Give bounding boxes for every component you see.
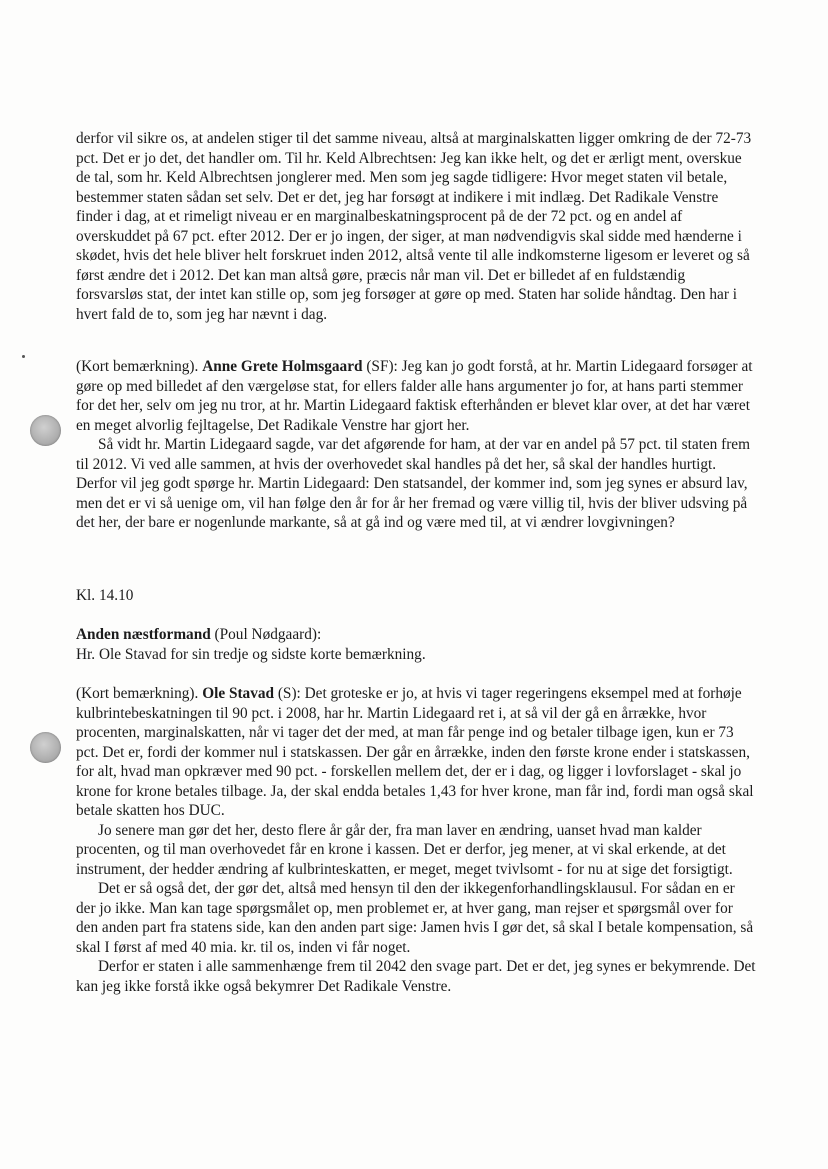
paragraph: Så vidt hr. Martin Lidegaard sagde, var det afgørende for ham, at der var en andel på 57 pct. til staten frem til 2012. Vi ved alle sammen, at hvis der overhovedet skal handles på det her, så skal der handles hurtigt. Derfor vil jeg godt spørge hr. Martin Lidegaard: Den statsandel, der kommer ind, som jeg synes er absurd lav, men det er vi så uenige om, vil han følge den år for år her fremad og være villig til, hvis der bliver udsving på det her, der bare er nogenlunde markante, så at gå ind og være med til, at vi ændrer lovgivningen? — [76, 436, 750, 531]
paragraph: Det er så også det, der gør det, altså med hensyn til den der ikkegenforhandlingsklausul. For sådan en er der jo ikke. Man kan tage spørgsmålet op, men problemet er, at hver gang, man rejser et spørgsmål over for den anden part fra statens side, kan den anden part sige: Jamen hvis I gør det, så skal I betale kompensation, så skal I først af med 40 mia. kr. til os, inden vi får noget. — [76, 880, 754, 956]
paragraph: Det groteske er jo, at hvis vi tager regeringens eksempel med at forhøje kulbrintebeskatningen til 90 pct. i 2008, har hr. Martin Lidegaard ret i, at så vil der gå en årrække, hvor procenten, marginalskatten, når vi tager det der med, at man får penge ind og betaler tilbage igen, kun er 73 pct. Det er, fordi der kommer nul i statskassen. Der går en årrække, inden den første krone ender i statskassen, for alt, hvad man opkræver med 90 pct. - forskellen mellem det, der er i dag, og ligger i lovforslaget - skal jo krone for krone betales tilbage. Ja, der skal endda betales 1,43 for hver krone, man får ind, fordi man også skal betale skatten hos DUC. — [76, 685, 754, 819]
time-stamp: Kl. 14.10 — [76, 587, 134, 604]
speaker-line — [76, 684, 756, 821]
scan-speck — [22, 355, 25, 358]
speaker-name: Anne Grete Holmsgaard — [202, 358, 363, 375]
chair-name: (Poul Nødgaard): — [210, 626, 322, 643]
paragraph: Jeg kan jo godt forstå, at hr. Martin Lidegaard forsøger at gøre op med billedet af den værgeløse stat, for ellers falder alle hans argumenter jo for, at hans parti stemmer for det her, selv om jeg nu tror, at hr. Martin Lidegaard faktisk efterhånden er blevet klar over, at det har været en meget alvorlig fejltagelse, Det Radikale Venstre har gjort her. — [76, 358, 753, 434]
speaker-party: (S): — [274, 685, 301, 702]
paragraph: Jo senere man gør det her, desto flere år går der, fra man laver en ændring, uanset hvad man kalder procenten, og til man overhovedet får en krone i kassen. Det er derfor, jeg mener, at vi skal erkende, at det instrument, der hedder ændring af kulbrinteskatten, er meget, meget tvivlsomt - for nu at sige det forsigtigt. — [76, 821, 733, 878]
chair-title: Anden næstformand — [76, 626, 211, 643]
punch-hole — [30, 415, 61, 446]
speaker-line — [76, 357, 756, 435]
speaker-line — [76, 625, 756, 645]
chair-statement — [76, 625, 756, 664]
punch-hole — [30, 732, 61, 763]
speaker-name: Ole Stavad — [202, 685, 275, 702]
remark-prefix: (Kort bemærkning). — [76, 685, 203, 702]
short-remark-holmsgaard — [76, 357, 756, 533]
paragraph: Derfor er staten i alle sammenhænge frem til 2042 den svage part. Det er det, jeg synes er bekymrende. Det kan jeg ikke forstå ikke også bekymrer Det Radikale Venstre. — [76, 958, 756, 995]
short-remark-stavad — [76, 684, 756, 996]
paragraph: derfor vil sikre os, at andelen stiger til det samme niveau, altså at marginalskatten ligger omkring de der 72-73 pct. Det er jo det, det handler om. Til hr. Keld Albrechtsen: Jeg kan ikke helt, og det er ærligt ment, overskue de tal, som hr. Keld Albrechtsen jonglerer med. Men som jeg sagde tidligere: Hvor meget staten vil betale, bestemmer staten sådan set selv. Det er det, jeg har forsøgt at indikere i mit indlæg. Det Radikale Venstre finder i dag, at et rimeligt niveau er en marginalbeskatningsprocent på de der 72 pct. og en andel af overskuddet på 67 pct. efter 2012. Der er jo ingen, der siger, at man nødvendigvis skal sidde med hænderne i skødet, hvis det hele bliver helt forskruet inden 2012, altså vente til alle indkomsterne ligesom er leveret og så først ændre det i 2012. Det kan man altså gøre, præcis når man vil. Det er billedet af en fuldstændig forsvarsløs stat, der intet kan stille op, som jeg forsøger at gøre op med. Staten har solide håndtag. Den har i hvert fald de to, som jeg har nævnt i dag. — [76, 130, 752, 323]
speech-continuation — [76, 129, 756, 324]
speaker-party: (SF): — [362, 358, 398, 375]
remark-prefix: (Kort bemærkning). — [76, 358, 203, 375]
paragraph: Hr. Ole Stavad for sin tredje og sidste korte bemærkning. — [76, 645, 426, 663]
